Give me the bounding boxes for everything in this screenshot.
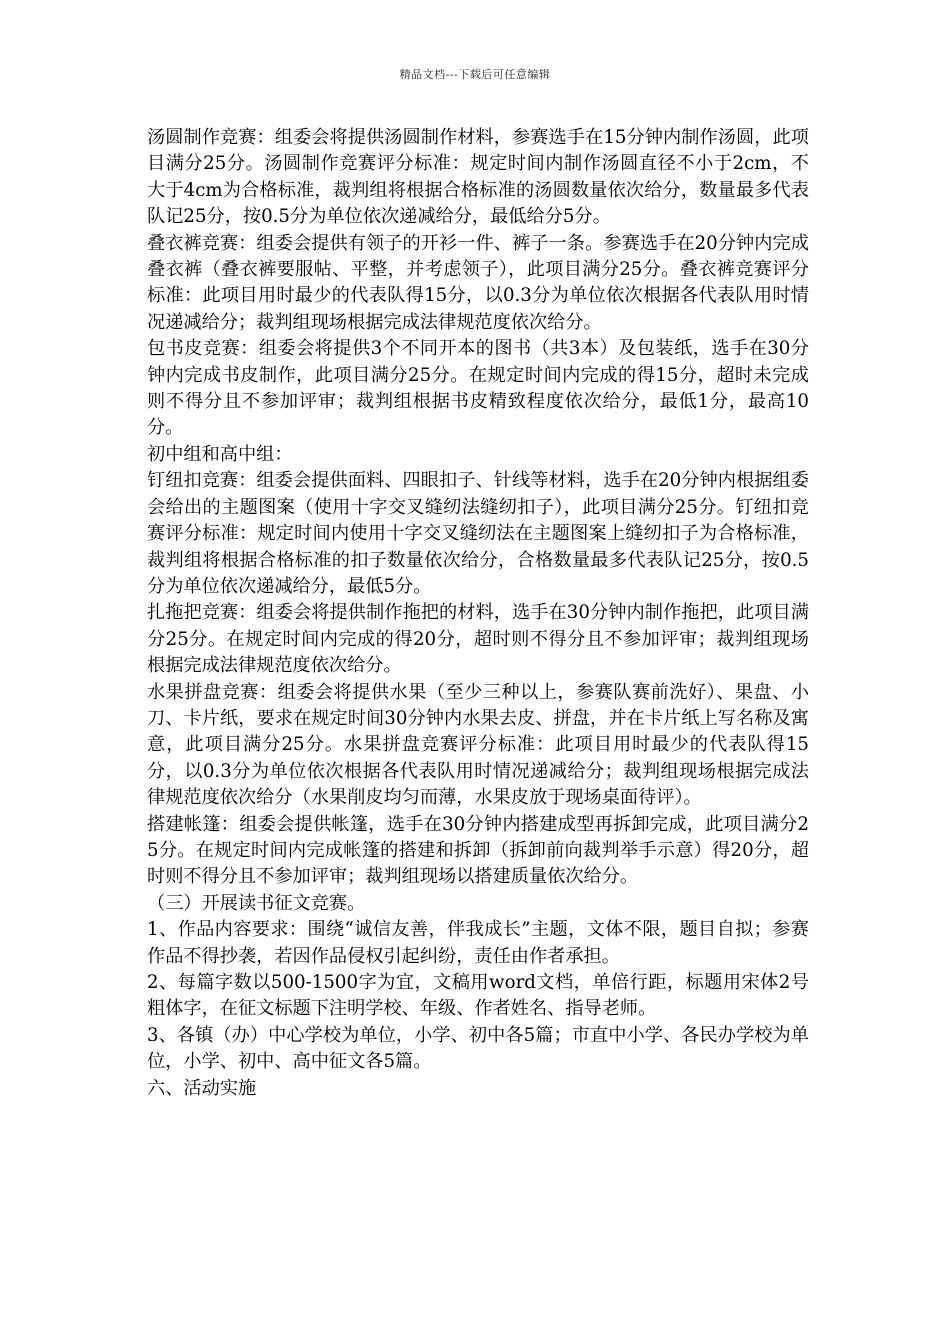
paragraph-buttons: 钉纽扣竞赛：组委会提供面料、四眼扣子、针线等材料，选手在20分钟内根据组委会给出的主题图案（使用十字交叉缝纫法缝纫扣子），此项目满分25分。钉纽扣竞赛评分标准：规定时间内使用十字交叉缝纫法在主题图案上缝纫扣子为合格标准，裁判组将根据合格标准的扣子数量依次给分，合格数量最多代表队记25分，按0.5分为单位依次递减给分，最低5分。 <box>147 470 809 597</box>
paragraph-section-heading: 初中组和高中组： <box>147 443 293 465</box>
paragraph-essay-rule-1: 1、作品内容要求：围绕“诚信友善，伴我成长”主题，文体不限，题目自拟；参赛作品不得抄袭，若因作品侵权引起纠纷，责任由作者承担。 <box>147 919 809 967</box>
paragraph-essay-rule-2: 2、每篇字数以500-1500字为宜，文稿用word文档，单倍行距，标题用宋体2号粗体字，在征文标题下注明学校、年级、作者姓名、指导老师。 <box>147 972 809 1020</box>
document-body <box>147 125 809 1102</box>
paragraph-essay-rule-3: 3、各镇（办）中心学校为单位，小学、初中各5篇；市直中小学、各民办学校为单位，小学、初中、高中征文各5篇。 <box>147 1024 809 1073</box>
paragraph-mop: 扎拖把竞赛：组委会将提供制作拖把的材料，选手在30分钟内制作拖把，此项目满分25分。在规定时间内完成的得20分，超时则不得分且不参加评审；裁判组现场根据完成法律规范度依次给分。 <box>147 602 809 677</box>
page-header: 精品文档---下载后可任意编辑 <box>399 68 551 81</box>
paragraph-tent: 搭建帐篷：组委会提供帐篷，选手在30分钟内搭建成型再拆卸完成，此项目满分25分。在规定时间内完成帐篷的搭建和拆卸（拆卸前向裁判举手示意）得20分，超时则不得分且不参加评审；裁判组现场以搭建质量依次给分。 <box>147 813 809 888</box>
paragraph-book-cover: 包书皮竞赛：组委会将提供3个不同开本的图书（共3本）及包装纸，选手在30分钟内完成书皮制作，此项目满分25分。在规定时间内完成的得15分，超时未完成则不得分且不参加评审；裁判组根据书皮精致程度依次给分，最低1分，最高10分。 <box>147 338 809 439</box>
paragraph-fold-clothes: 叠衣裤竞赛：组委会提供有领子的开衫一件、裤子一条。参赛选手在20分钟内完成叠衣裤（叠衣裤要服帖、平整，并考虑领子），此项目满分25分。叠衣裤竞赛评分标准：此项目用时最少的代表队得15分，以0.3分为单位依次根据各代表队用时情况递减给分；裁判组现场根据完成法律规范度依次给分。 <box>147 232 809 333</box>
paragraph-fruit-platter: 水果拼盘竞赛：组委会将提供水果（至少三种以上，参赛队赛前洗好）、果盘、小刀、卡片纸，要求在规定时间30分钟内水果去皮、拼盘，并在卡片纸上写名称及寓意，此项目满分25分。水果拼盘竞赛评分标准：此项目用时最少的代表队得15分，以0.3分为单位依次根据各代表队用时情况递减给分；裁判组现场根据完成法律规范度依次给分（水果削皮均匀而薄，水果皮放于现场桌面待评）。 <box>147 681 809 809</box>
paragraph-tangyuan: 汤圆制作竞赛：组委会将提供汤圆制作材料，参赛选手在15分钟内制作汤圆，此项目满分25分。汤圆制作竞赛评分标准：规定时间内制作汤圆直径不小于2cm，不大于4cm为合格标准，裁判组将根据合格标准的汤圆数量依次给分，数量最多代表队记25分，按0.5分为单位依次递减给分，最低给分5分。 <box>147 127 809 228</box>
paragraph-essay-heading: （三）开展读书征文竞赛。 <box>147 892 366 914</box>
paragraph-implementation-heading: 六、活动实施 <box>147 1077 257 1099</box>
